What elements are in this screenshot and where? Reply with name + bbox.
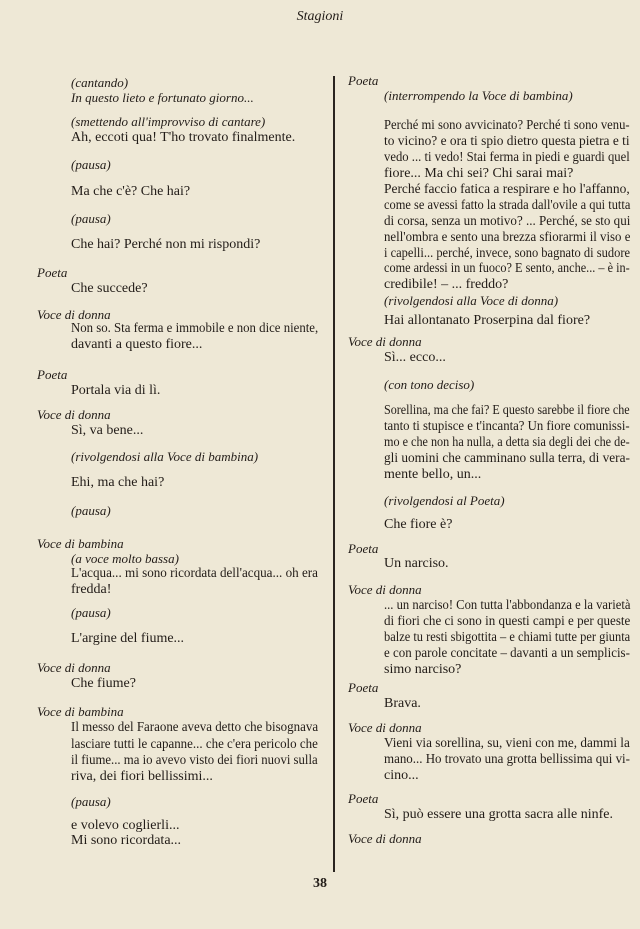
dialogue-line: Ehi, ma che hai? xyxy=(71,475,165,490)
dialogue-line: Che fiume? xyxy=(71,676,136,691)
stage-direction: (pausa) xyxy=(71,157,111,172)
dialogue-line: di fiori che ci sono in questi campi e per queste xyxy=(384,614,631,629)
dialogue-line: Sorellina, ma che fai? E questo sarebbe il fiore che xyxy=(384,403,630,418)
dialogue-line: lasciare tutti le capanne... che c'era pericolo che xyxy=(71,737,318,752)
dialogue-line: ... un narciso! Con tutta l'abbondanza e la varietà xyxy=(384,598,631,613)
dialogue-line: cino... xyxy=(384,768,419,783)
dialogue-line: L'acqua... mi sono ricordata dell'acqua... oh era xyxy=(71,566,318,581)
speaker-name: Poeta xyxy=(348,680,379,695)
speaker-name: Voce di donna xyxy=(37,307,111,322)
dialogue-line: simo narciso? xyxy=(384,662,462,677)
dialogue-line: e con parole concitate – davanti a un semplicis- xyxy=(384,646,630,661)
speaker-name: Voce di donna xyxy=(348,334,422,349)
speaker-name: Voce di donna xyxy=(37,660,111,675)
stage-direction: (pausa) xyxy=(71,605,111,620)
dialogue-line: Hai allontanato Proserpina dal fiore? xyxy=(384,313,591,328)
stage-direction: (pausa) xyxy=(71,794,111,809)
dialogue-line: Mi sono ricordata... xyxy=(71,833,182,848)
dialogue-line: Sì, può essere una grotta sacra alle ninfe. xyxy=(384,807,613,822)
dialogue-line: fredda! xyxy=(71,582,112,597)
stage-direction: (con tono deciso) xyxy=(384,377,475,392)
dialogue-line: to vicino? e ora ti spio dietro questa pietra e ti xyxy=(384,134,630,149)
stage-direction: (smettendo all'improvviso di cantare) xyxy=(71,114,266,129)
dialogue-line: Brava. xyxy=(384,696,421,711)
dialogue-line: Che hai? Perché non mi rispondi? xyxy=(71,237,261,252)
page-number: 38 xyxy=(313,876,327,891)
speaker-name: Poeta xyxy=(37,265,68,280)
dialogue-line: mente bello, un... xyxy=(384,467,482,482)
dialogue-line: credibile! – ... freddo? xyxy=(384,277,509,292)
stage-direction: (pausa) xyxy=(71,503,111,518)
speaker-name: Voce di donna xyxy=(348,582,422,597)
dialogue-line: Sì... ecco... xyxy=(384,350,446,365)
running-header: Stagioni xyxy=(296,9,344,24)
dialogue-line: balze tu resti sbigottita – e chiami tutte per giunta xyxy=(384,630,631,645)
dialogue-line: Sì, va bene... xyxy=(71,423,144,438)
dialogue-line: Che succede? xyxy=(71,281,148,296)
dialogue-line: e volevo coglierli... xyxy=(71,818,180,833)
speaker-name: Poeta xyxy=(348,73,379,88)
dialogue-line: Portala via di lì. xyxy=(71,383,161,398)
speaker-name: Voce di donna xyxy=(348,831,422,846)
dialogue-line: Il messo del Faraone aveva detto che bisognava xyxy=(71,720,319,735)
dialogue-line: Che fiore è? xyxy=(384,517,453,532)
dialogue-line: Un narciso. xyxy=(384,556,449,571)
dialogue-line: il fiume... ma io avevo visto dei fiori nuovi sulla xyxy=(71,753,318,768)
dialogue-line: Non so. Sta ferma e immobile e non dice niente, xyxy=(71,321,319,336)
speaker-name: Poeta xyxy=(348,541,379,556)
stage-direction: (rivolgendosi alla Voce di bambina) xyxy=(71,449,259,464)
dialogue-line: tanto ti stupisce e t'incanta? Un fiore comunissi- xyxy=(384,419,630,434)
dialogue-line: Ma che c'è? Che hai? xyxy=(71,184,191,199)
dialogue-line: davanti a questo fiore... xyxy=(71,337,203,352)
stage-direction: (interrompendo la Voce di bambina) xyxy=(384,88,573,103)
dialogue-line: come ardessi in un fuoco? E sento, anche... – è in- xyxy=(384,261,630,276)
dialogue-line: di corsa, senza un motivo? ... Perché, se sto qui xyxy=(384,214,631,229)
stage-direction: (pausa) xyxy=(71,211,111,226)
dialogue-line: nell'ombra e sento una brezza sfiorarmi il viso e xyxy=(384,230,631,245)
column-divider xyxy=(333,76,335,872)
dialogue-line: L'argine del fiume... xyxy=(71,631,185,646)
dialogue-line: come se avessi fatto la strada dall'ovile a qui tutta xyxy=(384,198,631,213)
dialogue-line: mano... Ho trovato una grotta bellissima qui vi- xyxy=(384,752,630,767)
stage-direction: (a voce molto bassa) xyxy=(71,551,179,566)
dialogue-line: Perché mi sono avvicinato? Perché ti sono venu- xyxy=(384,118,630,133)
speaker-name: Voce di bambina xyxy=(37,536,124,551)
dialogue-line: Vieni via sorellina, su, vieni con me, dammi la xyxy=(384,736,630,751)
speaker-name: Voce di donna xyxy=(37,407,111,422)
speaker-name: Poeta xyxy=(37,367,68,382)
speaker-name: Poeta xyxy=(348,791,379,806)
dialogue-line: gli uomini che camminano sulla terra, di vera- xyxy=(384,451,630,466)
speaker-name: Voce di donna xyxy=(348,720,422,735)
dialogue-line: riva, dei fiori bellissimi... xyxy=(71,769,213,784)
dialogue-line: mo e che non ha nulla, a detta sia degli dei che de- xyxy=(384,435,630,450)
stage-direction: (rivolgendosi al Poeta) xyxy=(384,493,505,508)
dialogue-line: Perché faccio fatica a respirare e ho l'affanno, xyxy=(384,182,630,197)
dialogue-line: i capelli... perché, invece, sono bagnato di sudore xyxy=(384,246,631,261)
dialogue-line: fiore... Ma chi sei? Chi sarai mai? xyxy=(384,166,574,181)
stage-direction: (cantando) xyxy=(71,75,129,90)
stage-direction: In questo lieto e fortunato giorno... xyxy=(71,90,254,105)
dialogue-line: Ah, eccoti qua! T'ho trovato finalmente. xyxy=(71,130,296,145)
stage-direction: (rivolgendosi alla Voce di donna) xyxy=(384,293,559,308)
dialogue-line: vedo ... ti vedo! Stai ferma in piedi e guardi quel xyxy=(384,150,630,165)
speaker-name: Voce di bambina xyxy=(37,704,124,719)
